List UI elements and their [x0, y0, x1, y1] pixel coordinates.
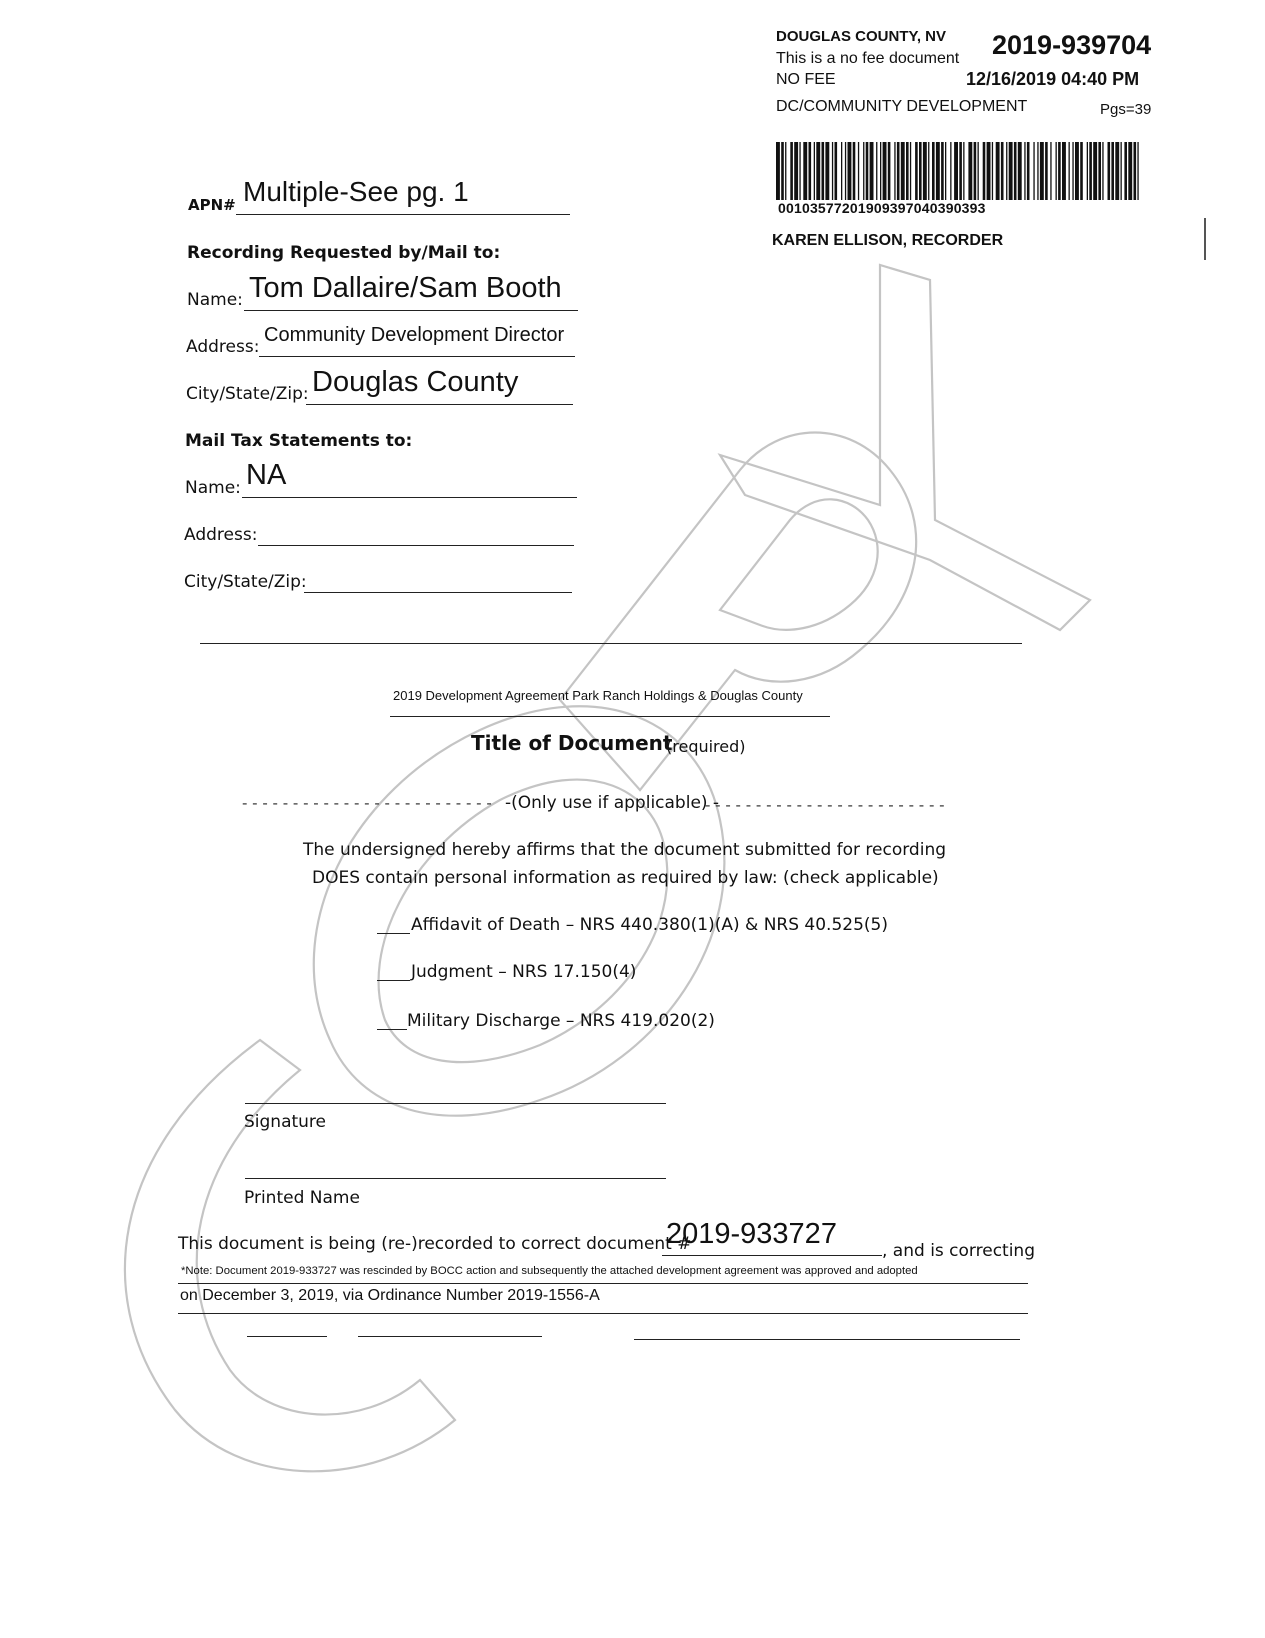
- barcode-bar: [1006, 142, 1007, 200]
- barcode-bar: [906, 142, 909, 200]
- barcode-bar: [1050, 142, 1051, 200]
- barcode-bar: [1062, 142, 1066, 200]
- barcode-bar: [1093, 142, 1097, 200]
- barcode-bar: [901, 142, 905, 200]
- document-title-required: (required): [666, 737, 746, 756]
- tax-name-underline: [242, 497, 577, 498]
- barcode-bar: [1024, 142, 1025, 200]
- margin-mark: [1204, 218, 1206, 260]
- barcode-bar: [928, 142, 929, 200]
- barcode-bar: [963, 142, 964, 200]
- barcode-number: 00103577201909397040390393: [778, 200, 986, 216]
- barcode-bar: [992, 142, 993, 200]
- barcode-bar: [814, 142, 815, 200]
- barcode-bar: [1040, 142, 1044, 200]
- rerecord-note: *Note: Document 2019-933727 was rescinded by BOCC action and subsequently the attached development agreement was approved and adopted: [181, 1265, 918, 1277]
- recording-requested-heading: Recording Requested by/Mail to:: [187, 243, 501, 263]
- printed-name-line[interactable]: [245, 1178, 666, 1179]
- barcode-bar: [1115, 142, 1119, 200]
- tax-address-label: Address:: [184, 525, 258, 545]
- barcode-bar: [781, 142, 784, 200]
- requester-city-label: City/State/Zip:: [186, 384, 309, 404]
- barcode-bar: [987, 142, 991, 200]
- document-title-value: 2019 Development Agreement Park Ranch Holdings & Douglas County: [393, 688, 803, 703]
- tax-name-label: Name:: [185, 478, 241, 498]
- barcode-bar: [1033, 142, 1034, 200]
- barcode-bar: [968, 142, 972, 200]
- barcode-bar: [1080, 142, 1083, 200]
- recorder-name: KAREN ELLISON, RECORDER: [772, 232, 1004, 249]
- requester-address-underline: [259, 356, 575, 357]
- blank-line-1: [247, 1336, 327, 1337]
- option-judgment: Judgment – NRS 17.150(4): [411, 962, 637, 982]
- barcode-bar: [822, 142, 825, 200]
- tax-city-label: City/State/Zip:: [184, 572, 307, 592]
- barcode-bar: [1001, 142, 1004, 200]
- barcode-image: [776, 142, 1141, 204]
- barcode-bar: [1056, 142, 1057, 200]
- document-title-underline: [390, 716, 830, 717]
- barcode-bar: [816, 142, 820, 200]
- recording-datetime: 12/16/2019 04:40 PM: [966, 69, 1140, 89]
- barcode-bar: [1134, 142, 1137, 200]
- barcode-bar: [919, 142, 922, 200]
- continuation-underline: [178, 1313, 1028, 1314]
- barcode-bar: [1014, 142, 1017, 200]
- barcode-bar: [1072, 142, 1073, 200]
- barcode-bar: [1098, 142, 1101, 200]
- barcode-bar: [858, 142, 859, 200]
- barcode-bar: [888, 142, 891, 200]
- barcode-bar: [1087, 142, 1088, 200]
- barcode-bar: [876, 142, 877, 200]
- tax-name-value: NA: [246, 459, 287, 491]
- applicable-label: -(Only use if applicable) -: [505, 793, 720, 813]
- mail-tax-heading: Mail Tax Statements to:: [185, 431, 413, 451]
- rerecord-doc-underline: [662, 1255, 882, 1256]
- barcode-bar: [841, 142, 842, 200]
- barcode-bar: [932, 142, 935, 200]
- signature-line[interactable]: [245, 1103, 666, 1104]
- barcode-bar: [894, 142, 895, 200]
- barcode-bar: [883, 142, 887, 200]
- affidavit-checkbox-line[interactable]: [377, 933, 410, 934]
- barcode-bar: [790, 142, 793, 200]
- barcode-bar: [954, 142, 958, 200]
- no-fee-note: This is a no fee document: [776, 50, 960, 67]
- requester-address-value: Community Development Director: [264, 324, 565, 346]
- barcode-bar: [835, 142, 838, 200]
- barcode-bar: [1108, 142, 1111, 200]
- page-count: Pgs=39: [1100, 101, 1152, 118]
- barcode-bar: [880, 142, 881, 200]
- apn-label: APN#: [188, 196, 236, 214]
- barcode-bar: [996, 142, 1000, 200]
- barcode-bar: [1111, 142, 1114, 200]
- apn-value: Multiple-See pg. 1: [243, 176, 469, 207]
- barcode-bar: [863, 142, 864, 200]
- requester-name-value: Tom Dallaire/Sam Booth: [249, 272, 562, 304]
- printed-name-label: Printed Name: [244, 1188, 360, 1208]
- barcode-bar: [1045, 142, 1048, 200]
- barcode-bar: [941, 142, 944, 200]
- dashes-right: - - - - - - - - - - - - - - - - - - - - - - - -: [705, 796, 945, 814]
- requester-city-value: Douglas County: [312, 366, 519, 398]
- rerecord-doc-number: 2019-933727: [666, 1218, 837, 1250]
- barcode-bar: [1027, 142, 1030, 200]
- barcode-bar: [1089, 142, 1092, 200]
- barcode-bar: [1137, 142, 1138, 200]
- tax-city-underline: [304, 592, 572, 593]
- barcode-bar: [1058, 142, 1061, 200]
- barcode-bar: [1069, 142, 1070, 200]
- barcode-bar: [1018, 142, 1022, 200]
- barcode-bar: [915, 142, 918, 200]
- barcode-bar: [1121, 142, 1122, 200]
- barcode-bar: [974, 142, 977, 200]
- county-label: DOUGLAS COUNTY, NV: [776, 28, 947, 45]
- barcode-bar: [832, 142, 833, 200]
- barcode-bar: [1102, 142, 1103, 200]
- submitter-label: DC/COMMUNITY DEVELOPMENT: [776, 98, 1028, 115]
- military-checkbox-line[interactable]: [377, 1029, 407, 1030]
- barcode-bar: [1075, 142, 1079, 200]
- barcode-bar: [809, 142, 812, 200]
- signature-label: Signature: [244, 1112, 327, 1132]
- option-affidavit-of-death: Affidavit of Death – NRS 440.380(1)(A) & NRS 40.525(5): [411, 915, 888, 935]
- affirm-line-2: DOES contain personal information as required by law: (check applicable): [312, 868, 939, 888]
- barcode-bar: [897, 142, 900, 200]
- document-title-label: Title of Document: [471, 731, 673, 755]
- barcode-bar: [870, 142, 874, 200]
- section-divider: [200, 643, 1022, 644]
- barcode-bar: [1037, 142, 1038, 200]
- affirm-line-1: The undersigned hereby affirms that the document submitted for recording: [303, 840, 947, 860]
- barcode-bar: [1128, 142, 1132, 200]
- rerecord-text-before: This document is being (re-)recorded to correct document #: [178, 1234, 692, 1254]
- barcode-bar: [794, 142, 798, 200]
- note-underline: [178, 1283, 1028, 1284]
- recorded-doc-number: 2019-939704: [992, 30, 1152, 60]
- barcode-bar: [1124, 142, 1127, 200]
- barcode-bar: [776, 142, 780, 200]
- apn-underline: [236, 214, 570, 215]
- barcode-bar: [923, 142, 927, 200]
- option-military-discharge: Military Discharge – NRS 419.020(2): [407, 1011, 715, 1031]
- barcode-bar: [1009, 142, 1013, 200]
- dashes-left: - - - - - - - - - - - - - - - - - - - - - - - - -: [242, 794, 492, 812]
- rerecord-continuation: on December 3, 2019, via Ordinance Number 2019-1556-A: [180, 1287, 600, 1304]
- requester-name-underline: [244, 310, 578, 311]
- barcode-bar: [983, 142, 986, 200]
- requester-address-label: Address:: [186, 337, 260, 357]
- barcode-bar: [910, 142, 911, 200]
- blank-line-2: [358, 1336, 542, 1337]
- barcode-bar: [936, 142, 940, 200]
- requester-city-underline: [306, 404, 573, 405]
- barcode-bar: [945, 142, 946, 200]
- rerecord-text-after: , and is correcting: [882, 1241, 1035, 1261]
- barcode-bar: [959, 142, 962, 200]
- barcode-bar: [848, 142, 852, 200]
- tax-address-underline: [258, 545, 574, 546]
- barcode-bar: [845, 142, 846, 200]
- barcode-bar: [866, 142, 869, 200]
- barcode-bar: [825, 142, 829, 200]
- judgment-checkbox-line[interactable]: [377, 980, 410, 981]
- fee-label: NO FEE: [776, 71, 836, 88]
- requester-name-label: Name:: [187, 290, 243, 310]
- blank-line-3: [634, 1339, 1020, 1340]
- barcode-bar: [853, 142, 856, 200]
- barcode-bar: [950, 142, 951, 200]
- barcode-bar: [978, 142, 979, 200]
- barcode-bar: [799, 142, 800, 200]
- barcode-bar: [803, 142, 807, 200]
- barcode-bar: [785, 142, 786, 200]
